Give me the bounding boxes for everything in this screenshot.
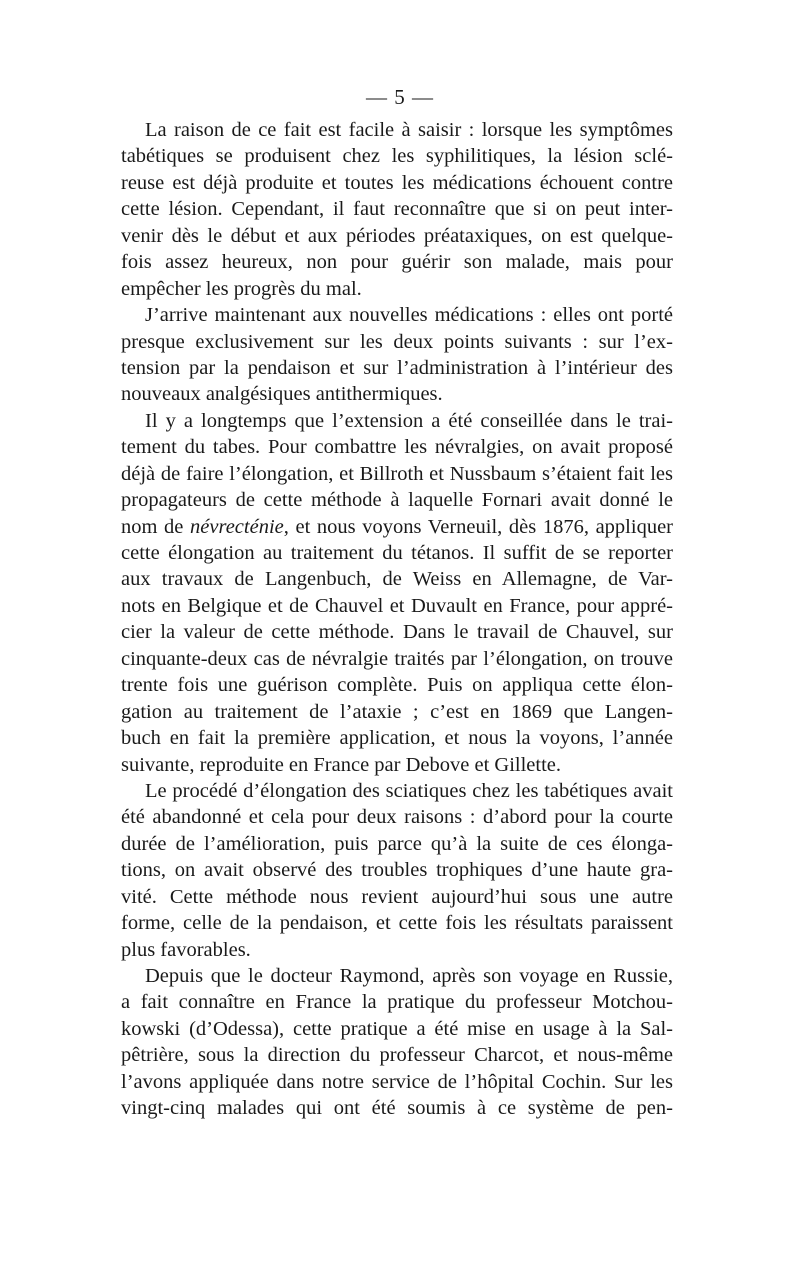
paragraph-5 <box>121 963 673 1122</box>
text-line: gation au traitement de l’ataxie ; c’est en 1869 que Langen- <box>121 700 673 723</box>
text-line: suivante, reproduite en France par Debove et Gillette. <box>121 753 562 776</box>
text-line: déjà de faire l’élongation, et Billroth et Nussbaum s’étaient fait les <box>121 462 673 485</box>
text-line-with-italic <box>121 514 673 540</box>
text-line: forme, celle de la pendaison, et cette fois les résultats paraissent <box>121 912 673 935</box>
text-line: vité. Cette méthode nous revient aujourd’hui sous une autre <box>121 885 673 908</box>
text-line: Il y a longtemps que l’extension a été conseillée dans le trai- <box>145 409 673 432</box>
body-text <box>121 117 673 1122</box>
text-line: pêtrière, sous la direction du professeur Charcot, et nous-même <box>121 1044 673 1067</box>
text-line: nots en Belgique et de Chauvel et Duvault en France, pour appré- <box>121 594 673 617</box>
text-line: tabétiques se produisent chez les syphilitiques, la lésion sclé- <box>121 145 673 168</box>
text-line: venir dès le début et aux périodes préataxiques, on est quelque- <box>121 224 673 247</box>
text-line: buch en fait la première application, et nous la voyons, l’année <box>121 727 673 750</box>
text-line: tement du tabes. Pour combattre les névralgies, on avait proposé <box>121 436 673 459</box>
text-line: cette lésion. Cependant, il faut reconnaître que si on peut inter- <box>121 198 673 221</box>
text-line: trente fois une guérison complète. Puis on appliqua cette élon- <box>121 674 673 697</box>
text-line: cier la valeur de cette méthode. Dans le travail de Chauvel, sur <box>121 621 673 644</box>
text-line: cette élongation au traitement du tétanos. Il suffit de se reporter <box>121 542 673 564</box>
text-line: nouveaux analgésiques antithermiques. <box>121 383 443 406</box>
italic-term: névrecténie <box>190 515 284 538</box>
text-line: kowski (d’Odessa), cette pratique a été mise en usage à la Sal- <box>121 1017 673 1040</box>
text-line: a fait connaître en France la pratique du professeur Motchou- <box>121 991 673 1014</box>
text-line: empêcher les progrès du mal. <box>121 277 362 300</box>
paragraph-3 <box>121 408 673 778</box>
text-line: tension par la pendaison et sur l’administration à l’intérieur des <box>121 356 673 379</box>
text-line: La raison de ce fait est facile à saisir : lorsque les symptômes <box>145 119 673 141</box>
paragraph-2 <box>121 302 673 408</box>
text-line: fois assez heureux, non pour guérir son malade, mais pour <box>121 251 673 274</box>
text-fragment: nom de <box>121 515 191 538</box>
text-line: cinquante-deux cas de névralgie traités par l’élongation, on trouve <box>121 647 673 670</box>
text-line: été abandonné et cela pour deux raisons : d’abord pour la courte <box>121 806 673 829</box>
text-fragment: , et nous voyons Verneuil, dès 1876, appliquer <box>283 515 673 538</box>
text-line: aux travaux de Langenbuch, de Weiss en Allemagne, de Var- <box>121 568 673 591</box>
text-line: J’arrive maintenant aux nouvelles médications : elles ont porté <box>145 304 673 327</box>
text-line: Le procédé d’élongation des sciatiques chez les tabétiques avait <box>145 779 673 802</box>
text-line: vingt-cinq malades qui ont été soumis à ce système de pen- <box>121 1097 673 1120</box>
text-line: Depuis que le docteur Raymond, après son voyage en Russie, <box>145 965 673 987</box>
paragraph-4 <box>121 778 673 963</box>
text-line: presque exclusivement sur les deux points suivants : sur l’ex- <box>121 330 673 353</box>
paragraph-1 <box>121 117 673 302</box>
page-number: — 5 — <box>366 85 434 109</box>
text-line: tions, on avait observé des troubles trophiques d’une haute gra- <box>121 859 673 882</box>
text-line: plus favorables. <box>121 938 251 961</box>
text-line: reuse est déjà produite et toutes les médications échouent contre <box>121 171 673 194</box>
text-line: propagateurs de cette méthode à laquelle Fornari avait donné le <box>121 489 673 512</box>
text-line: l’avons appliquée dans notre service de l’hôpital Cochin. Sur les <box>121 1070 673 1093</box>
text-line: durée de l’amélioration, puis parce qu’à la suite de ces élonga- <box>121 832 673 855</box>
